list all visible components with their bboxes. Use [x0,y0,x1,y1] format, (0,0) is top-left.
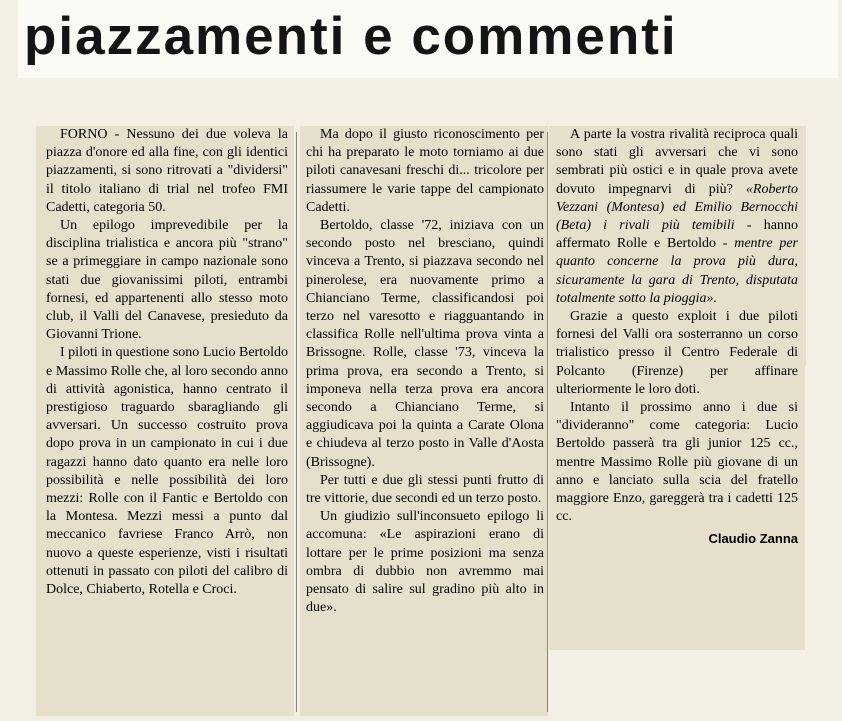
article-column-3 [556,126,798,549]
column-divider [296,132,297,712]
article-column-2 [306,126,544,617]
interview-answer: mentre per quanto concerne la prova più dura, sicuramente la gara di Trento, disputata totalmente sotto la pioggia». [556,236,799,306]
column-divider [547,132,548,712]
paragraph: Grazie a questo exploit i due piloti fornesi del Valli ora sosterranno un corso trialistico presso il Centro Federale di Polcanto (Firenze) per affinare ulteriormente le loro doti. [556,309,798,397]
interview-answer: «Roberto Vezzani (Montesa) ed Emilio Bernocchi (Beta) i rivali più temibili [556,181,798,234]
author-signature: Claudio Zanna [708,531,798,547]
interview-question: A parte la vostra rivalità reciproca quali sono stati gli avversari che vi sono sembrati più ostici e in quale prova avete dovuto impegnarvi di più? [556,127,798,197]
paragraph: Un giudizio sull'inconsueto epilogo li accomuna: «Le aspirazioni erano di lottare per le prime posizioni ma senza ombra di dubbio non avremmo mai pensato di salire sul gradino più alto in due». [306,509,544,616]
paragraph: FORNO - Nessuno dei due voleva la piazza d'onore ed alla fine, con gli identici piazzamenti, si sono ritrovati a "dividersi" il titolo italiano di trial nel trofeo FMI Cadetti, categoria 50. [46,127,288,215]
attribution: - hanno affermato Rolle e Bertoldo - [556,218,798,252]
paragraph: Ma dopo il giusto riconoscimento per chi ha preparato le moto torniamo ai due piloti canavesani freschi di... tricolore per riassumere le varie tappe del campionato Cadetti. [306,127,544,215]
interview-paragraph [556,126,798,308]
paragraph: Intanto il prossimo anno i due si "divideranno" come categoria: Lucio Bertoldo passerà tra gli junior 125 cc., mentre Massimo Rolle più giovane di un anno e lanciato sulla scia del fratello maggiore Enzo, gareggerà tra i cadetti 125 cc. [556,400,798,525]
paragraph: Per tutti e due gli stessi punti frutto di tre vittorie, due secondi ed un terzo posto. [306,472,544,507]
article-column-1 [46,126,288,599]
paragraph: Bertoldo, classe '72, iniziava con un secondo posto nel bresciano, quindi vinceva a Trento, si piazzava secondo nel pinerolese, era nuovamente primo a Chianciano Terme, classificandosi poi terzo nel varesotto e riagguantando in classifica Rolle nell'ultima prova vinta a Brissogne. Rolle, classe '73, vinceva la prima prova, era secondo a Trento, si imponeva nella terza prova era ancora secondo a Chianciano Terme, si aggiudicava poi la quinta a Carate Olona e chiudeva al terzo posto in Valle d'Aosta (Brissogne). [306,218,544,470]
paragraph: I piloti in questione sono Lucio Bertoldo e Massimo Rolle che, al loro secondo anno di attività agonistica, hanno centrato il prestigioso traguardo sbaragliando gli avversari. Un successo costruito prova dopo prova in un campionato in cui i due ragazzi hanno dato quanto era nelle loro possibilità e nelle possibilità dei loro mezzi: Rolle con il Fantic e Bertoldo con la Montesa. Mezzi messi a punto dal meccanico favriese Franco Arrò, non nuovo a queste esperienze, visti i risultati ottenuti in passato con piloti del calibro di Dolce, Chiaberto, Rotella e Croci. [46,345,288,598]
paragraph: Un epilogo imprevedibile per la disciplina trialistica e ancora più "strano" se a primeggiare in campo nazionale sono stati due giovanissimi piloti, entrambi fornesi, ed appartenenti allo stesso moto club, il Valli del Canavese, presieduto da Giovanni Trione. [46,218,288,343]
page-title: piazzamenti e commenti [24,7,678,66]
